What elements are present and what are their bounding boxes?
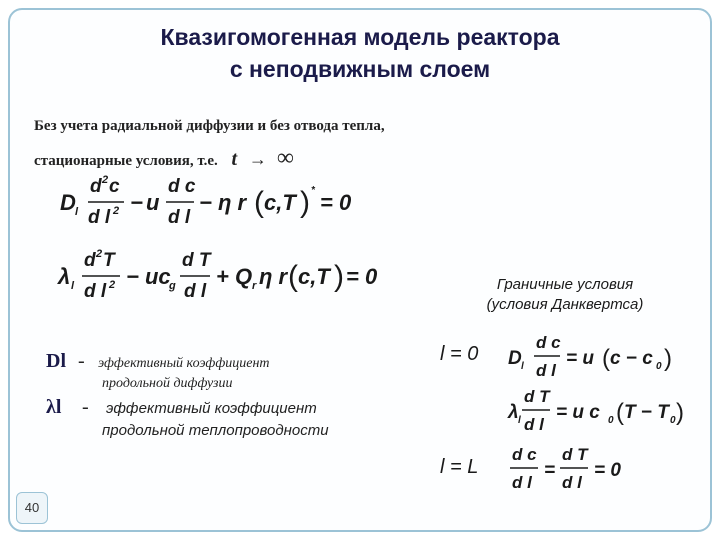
bc-equation-inlet-mass [508, 334, 688, 384]
intro-infinity: ∞ [276, 145, 294, 171]
bc-equation-inlet-heat [508, 388, 688, 438]
svg-text:d T: d T [182, 250, 211, 271]
svg-text:−: − [130, 190, 143, 215]
svg-text:λ: λ [58, 264, 71, 289]
svg-text:d l: d l [168, 207, 191, 228]
intro-arrow: → [248, 149, 267, 169]
svg-text:(: ( [616, 399, 624, 426]
svg-text:(: ( [288, 260, 298, 293]
svg-text:T: T [103, 250, 115, 271]
slide-title-line2: с неподвижным слоем [229, 56, 491, 82]
intro-line1: Без учета радиальной диффузии и без отвода тепла, [34, 118, 385, 134]
svg-text:c: c [109, 176, 120, 197]
svg-text:2: 2 [102, 174, 109, 186]
svg-text:= 0: = 0 [346, 264, 378, 289]
svg-text:T − T: T − T [624, 402, 669, 423]
intro-line2 [34, 145, 294, 172]
def-lambda-symbol: λl [46, 396, 62, 418]
svg-text:0: 0 [608, 415, 614, 426]
slide-title-line1: Квазигомогенная модель реактора [160, 24, 560, 50]
def-D-dash: - [78, 350, 85, 372]
svg-text:d l: d l [512, 473, 532, 492]
svg-text:=: = [544, 460, 556, 481]
svg-text:2: 2 [96, 248, 103, 260]
def-D-symbol: Dl [46, 350, 66, 372]
svg-text:): ) [334, 260, 344, 293]
svg-text:c,T: c,T [264, 190, 296, 215]
svg-text:r: r [252, 280, 257, 292]
def-D-line1: эффективный коэффициент [98, 356, 270, 371]
intro-line2-text: стационарные условия, т.е. [34, 153, 218, 169]
svg-text:D: D [60, 190, 76, 215]
svg-text:2: 2 [109, 279, 116, 291]
svg-text:d l: d l [88, 207, 111, 228]
def-lambda-line2: продольной теплопроводности [102, 422, 329, 439]
svg-text:d c: d c [168, 176, 196, 197]
svg-text:= u c: = u c [556, 402, 600, 423]
svg-text:*: * [311, 185, 315, 196]
boundary-title-line2: (условия Данквертса) [486, 296, 644, 313]
svg-text:d T: d T [524, 387, 550, 406]
equation-mass-balance [58, 172, 352, 232]
svg-text:0: 0 [670, 415, 676, 426]
svg-text:d l: d l [536, 361, 556, 380]
svg-text:): ) [676, 399, 684, 426]
svg-text:l: l [71, 280, 75, 292]
svg-text:= u: = u [566, 348, 594, 369]
svg-text:0: 0 [656, 361, 662, 372]
svg-text:d l: d l [562, 473, 582, 492]
def-D-line2: продольной диффузии [102, 376, 233, 391]
svg-text:d: d [84, 250, 96, 271]
intro-limit-var: t [231, 148, 238, 170]
def-lambda-dash: - [82, 396, 89, 418]
svg-text:): ) [664, 345, 672, 372]
svg-text:d c: d c [512, 445, 537, 464]
svg-text:l: l [75, 206, 79, 218]
svg-text:l: l [521, 361, 524, 372]
bc1-label: l = 0 [440, 343, 479, 365]
svg-text:D: D [508, 348, 522, 369]
svg-text:): ) [300, 186, 310, 219]
svg-text:− η r: − η r [199, 190, 247, 215]
svg-text:2: 2 [113, 205, 120, 217]
svg-text:d l: d l [84, 281, 107, 302]
boundary-title-line1: Граничные условия [496, 276, 634, 293]
page-number: 40 [16, 492, 48, 524]
svg-text:l: l [518, 415, 521, 426]
svg-text:d l: d l [524, 415, 544, 434]
def-lambda-line1: эффективный коэффициент [106, 400, 317, 417]
svg-text:= 0: = 0 [594, 460, 621, 481]
svg-text:d l: d l [184, 281, 207, 302]
svg-text:− uc: − uc [126, 264, 171, 289]
svg-text:(: ( [254, 186, 264, 219]
svg-text:c,T: c,T [298, 264, 330, 289]
svg-text:d T: d T [562, 445, 588, 464]
svg-text:λ: λ [508, 402, 519, 423]
svg-text:c − c: c − c [610, 348, 653, 369]
bc2-label: l = L [440, 456, 479, 478]
svg-text:u: u [146, 190, 160, 215]
svg-text:d c: d c [536, 333, 561, 352]
svg-text:d: d [90, 176, 102, 197]
svg-text:(: ( [602, 345, 610, 372]
svg-text:+ Q: + Q [216, 264, 253, 289]
svg-text:η r: η r [259, 264, 288, 289]
bc-equation-outlet [508, 444, 638, 494]
svg-text:= 0: = 0 [320, 190, 352, 215]
equation-heat-balance [58, 246, 388, 308]
svg-text:g: g [169, 280, 176, 292]
